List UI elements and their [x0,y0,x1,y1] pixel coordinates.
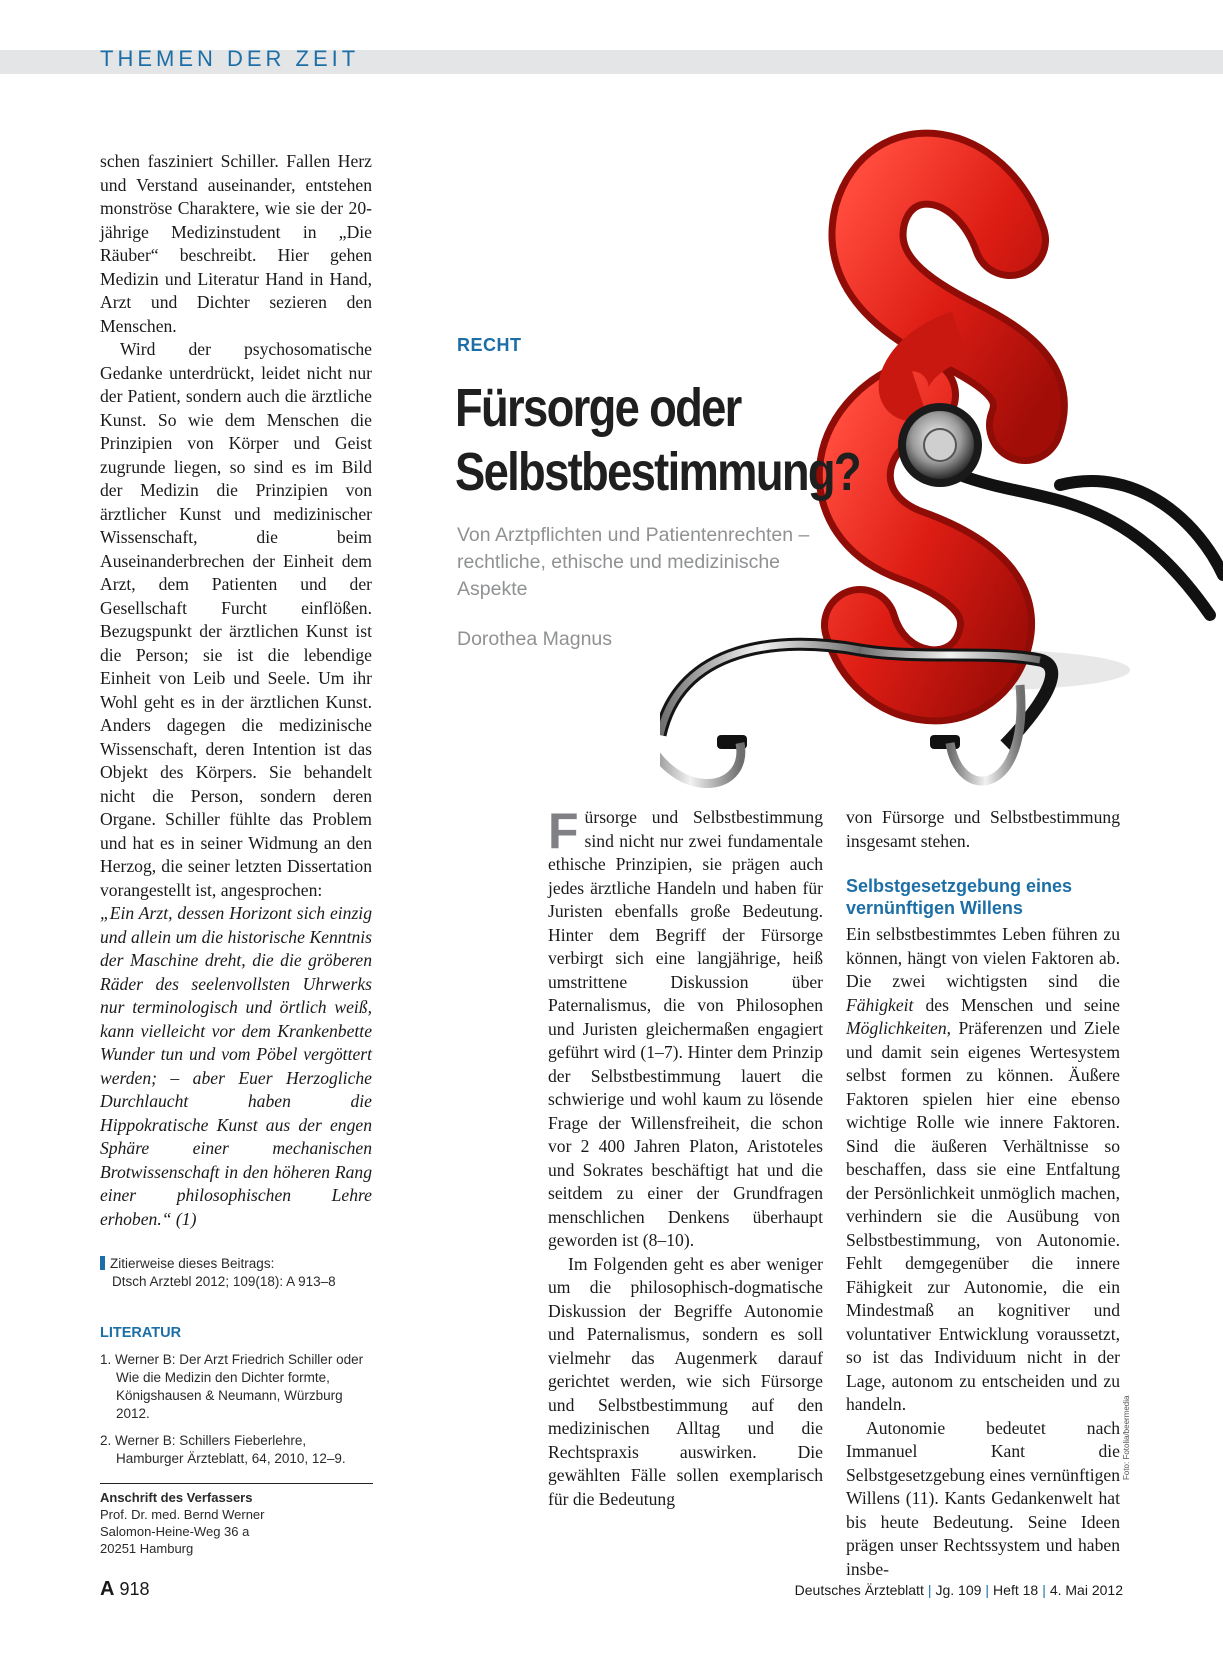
col1-paragraph-2: Wird der psychosomatische Gedanke unterdrückt, leidet nicht nur der Patient, sondern auch die ärztliche Kunst. So wie dem Menschen die Prinzipien von Körper und Geist zugrunde liegen, so sind es im Bild der Medizin die Prinzipien von ärztlicher Kunst und medizinischer Wissenschaft, die beim Auseinanderbrechen der Einheit dem Arzt, dem Patienten und der Gesellschaft Furcht einflößen. Bezugspunkt der ärztlichen Kunst ist die Person; sie ist die lebendige Einheit von Leib und Seele. Um ihr Wohl geht es in der ärztlichen Kunst. Anders dagegen die medizinische Wissenschaft, deren Intention ist das Objekt des Körpers. Sie behandelt nicht die Person, sondern deren Organe. Schiller fühlte das Problem und hat es in seiner Widmung an den Herzog, die seiner letzten Dissertation vorangestellt ist, angesprochen: [100,339,372,900]
page-letter: A [100,1578,115,1600]
page-number [100,1578,150,1601]
section-title: THEMEN DER ZEIT [100,46,360,71]
col3-text-b: des Menschen und seine [913,994,1120,1015]
section-heading: Selbstgesetzgebung eines vernünftigen Willens [846,876,1073,918]
col3-emphasis-1: Fähigkeit [846,994,914,1015]
headline-line-1: Fürsorge oder [455,378,741,438]
literature-list [100,1351,372,1477]
address-name: Prof. Dr. med. Bernd Werner [100,1507,265,1522]
article-kicker: RECHT [457,335,522,355]
col3-text-a: Ein selbstbestimmtes Leben führen zu können, hängt von vielen Faktoren ab. Die zwei wichtigsten sind die [846,924,1120,991]
col1-paragraph-1: schen fasziniert Schiller. Fallen Herz und Verstand auseinander, entstehen monströse Charaktere, wie sie der 20-jährige Medizinstudent in „Die Räuber“ beschreibt. Hier gehen Medizin und Literatur Hand in Hand, Arzt und Dichter sezieren den Menschen. [100,151,372,336]
address-heading: Anschrift des Verfassers [100,1490,253,1505]
col2-paragraph-1 [548,803,823,1253]
col2-paragraph-1-text: ürsorge und Selbstbestimmung sind nicht nur zwei fundamentale ethische Prinzipien, sie prägen auch jedes ärztliche Handeln und haben für Juristen ebenfalls große Bedeutung. Hinter dem Begriff der Fürsorge verbirgt sich eine langjährige, heiß umstrittene Diskussion über Paternalismus, die von Philosophen und Juristen gleichermaßen engagiert geführt wird (1–7). Hinter dem Prinzip der Selbstbestimmung lauert die schwierige und wohl kaum zu lösende Frage der Willensfreiheit, die schon vor 2 400 Jahren Platon, Aristoteles und Sokrates beschäftigt hat und die seitdem zu einer der Grundfragen menschlichen Denkens überhaupt geworden ist (8–10). [548,807,823,1250]
journal-issue: Heft 18 [993,1582,1039,1598]
address-divider [100,1483,373,1484]
footer-separator: | [927,1582,932,1598]
column-2 [548,803,823,1511]
journal-volume: Jg. 109 [935,1582,982,1598]
col3-paragraph-3: Autonomie bedeutet nach Immanuel Kant die Selbstgesetzgebung eines vernünftigen Willens (11). Kants Gedankenwelt hat bis heute Bedeutung. Seine Ideen prägen unser Rechtssystem und haben insbe- [846,1417,1120,1579]
literature-heading: LITERATUR [100,1325,182,1341]
column-1 [100,150,372,1231]
column-3 [846,806,1120,1581]
citation-marker [100,1256,105,1270]
headline-line-2: Selbstbestimmung? [455,442,860,502]
journal-footer [795,1582,1123,1598]
col3-paragraph-1: von Fürsorge und Selbstbestimmung insgesamt stehen. [846,807,1120,851]
col3-text-c: , Präferenzen und Ziele und damit sein eigenes Wertesystem selbst formen zu können. Äußere Faktoren spielen hier eine ebenso wichtige Rolle wie innere Faktoren. Sind die äußeren Verhältnisse so beschaffen, dass sie eine Entfaltung der Persönlichkeit unmöglich machen, verhindern sie die Ausübung von Selbstbestimmung, von Autonomie. Fehlt demgegenüber die innere Fähigkeit zur Autonomie, die ein Mindestmaß an kognitiver und voluntativer Entwicklung voraussetzt, so ist das Individuum nicht in der Lage, autonom zu entscheiden und zu handeln. [846,1018,1120,1414]
paragraph-sign-icon [850,169,1130,690]
col3-emphasis-2: Möglichkeiten [846,1018,947,1038]
article-subtitle: Von Arztpflichten und Patientenrechten – rechtliche, ethische und medizinische Aspekte [457,524,810,600]
photo-credit: Foto: Fotolia/beermedia [1122,1395,1131,1480]
journal-name: Deutsches Ärzteblatt [794,1582,924,1598]
schiller-quote: „Ein Arzt, dessen Horizont sich einzig und allein um die historische Kenntnis der Maschine dreht, die die gröberen Räder des seelenvollsten Uhrwerks nur terminologisch und örtlich weiß, kann vielleicht vor dem Krankenbette Wunder tun und vom Pöbel vergöttert werden; – aber Euer Herzogliche Durchlaucht haben die Hippokratische Kunst aus der engen Sphäre einer mechanischen Brotwissenschaft in den höheren Rang einer philosophischen Lehre erhoben.“ (1) [100,903,372,1229]
citation-reference: Dtsch Arztebl 2012; 109(18): A 913–8 [112,1274,336,1289]
citation-label: Zitierweise dieses Beitrags: [110,1256,275,1271]
article-author: Dorothea Magnus [457,628,613,650]
page-number-value: 918 [119,1579,150,1599]
col3-paragraph-2 [846,923,1120,1417]
footer-separator: | [1042,1582,1046,1598]
literature-item: 1. Werner B: Der Arzt Friedrich Schiller oder Wie die Medizin den Dichter formte, Königshausen & Neumann, Würzburg 2012. [100,1352,364,1421]
address-street: Salomon-Heine-Weg 36 a [100,1524,250,1539]
col2-paragraph-2: Im Folgenden geht es aber weniger um die philosophisch-dogmatische Diskussion der Begriffe Autonomie und Paternalismus, sondern es soll vielmehr das Augenmerk darauf gerichtet werden, wie sich Fürsorge und Selbstbestimmung auf den medizinischen Alltag und die Rechtspraxis auswirken. Die gewählten Fälle sollen exemplarisch für die Bedeutung [548,1253,823,1509]
author-address [100,1489,380,1557]
journal-date: 4. Mai 2012 [1049,1582,1123,1598]
literature-item: 2. Werner B: Schillers Fieberlehre, Hamburger Ärzteblatt, 64, 2010, 12–9. [100,1433,346,1466]
drop-cap: F [548,803,579,859]
footer-separator: | [985,1582,990,1598]
citation-block [100,1255,390,1291]
address-city: 20251 Hamburg [100,1541,194,1556]
article-headline [455,376,860,504]
